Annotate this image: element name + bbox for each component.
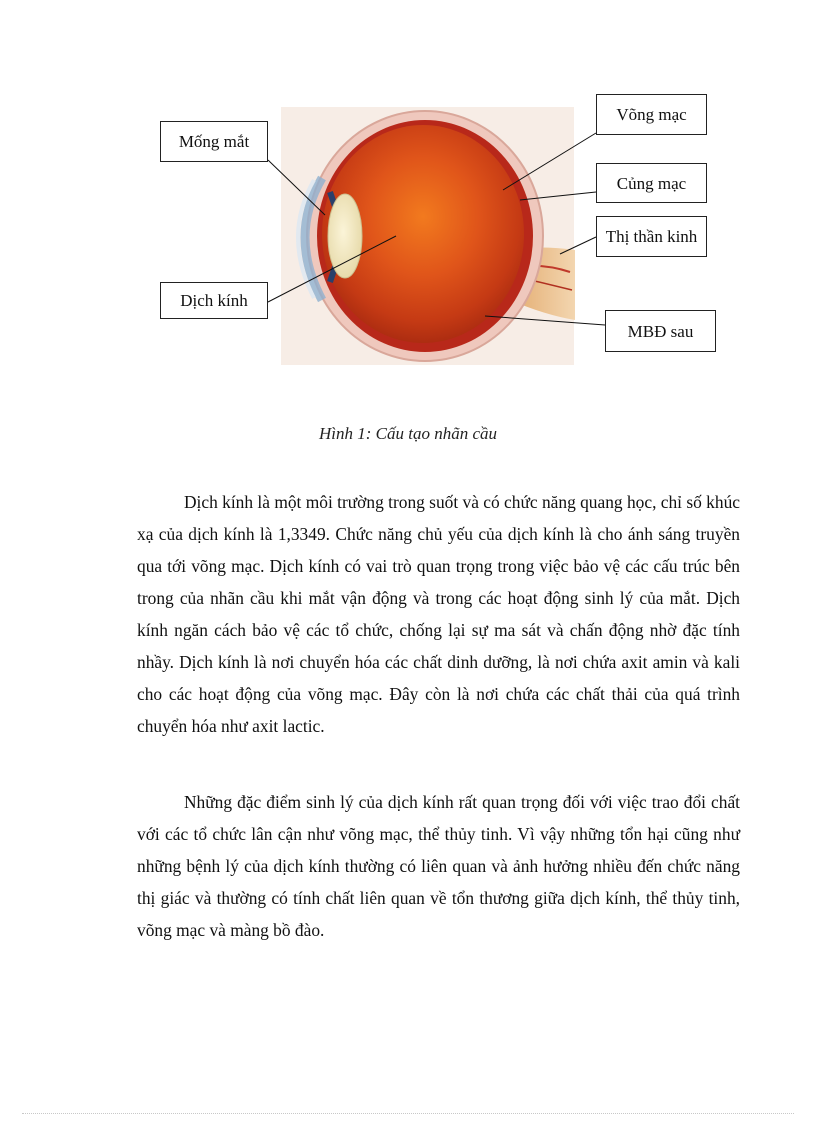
label-mbd-sau: MBĐ sau xyxy=(605,310,716,352)
label-vong-mac: Võng mạc xyxy=(596,94,707,135)
lens-shape xyxy=(328,194,362,278)
paragraph-1: Dịch kính là một môi trường trong suốt và có chức năng quang học, chỉ số khúc xạ của dịch kính là 1,3349. Chức năng chủ yếu của dịch kính là cho ánh sáng truyền qua tới võng mạc. Dịch kính có vai trò quan trọng trong việc bảo vệ các cấu trúc bên trong của nhãn cầu khi mắt vận động và trong các hoạt động sinh lý của mắt. Dịch kính ngăn cách bảo vệ các tổ chức, chống lại sự ma sát và chấn động nhờ đặc tính nhầy. Dịch kính là nơi chuyển hóa các chất dinh dưỡng, là nơi chứa axit amin và kali cho các hoạt động của võng mạc. Đây còn là nơi chứa các chất thải của quá trình chuyển hóa như axit lactic. xyxy=(137,492,740,736)
label-mong-mat: Mống mắt xyxy=(160,121,268,162)
label-dich-kinh: Dịch kính xyxy=(160,282,268,319)
label-thi-than-kinh: Thị thần kinh xyxy=(596,216,707,257)
label-cung-mac: Củng mạc xyxy=(596,163,707,203)
page-footer-divider xyxy=(22,1113,794,1114)
paragraph-2: Những đặc điểm sinh lý của dịch kính rất quan trọng đối với việc trao đổi chất với các tổ chức lân cận như võng mạc, thể thủy tinh. Vì vậy những tổn hại cũng như những bệnh lý của dịch kính thường có liên quan và ảnh hưởng nhiều đến chức năng thị giác và thường có tính chất liên quan về tổn thương giữa dịch kính, thể thủy tinh, võng mạc và màng bồ đào. xyxy=(137,792,740,940)
figure-caption: Hình 1: Cấu tạo nhãn cầu xyxy=(318,424,498,443)
eye-anatomy-figure xyxy=(0,0,816,380)
